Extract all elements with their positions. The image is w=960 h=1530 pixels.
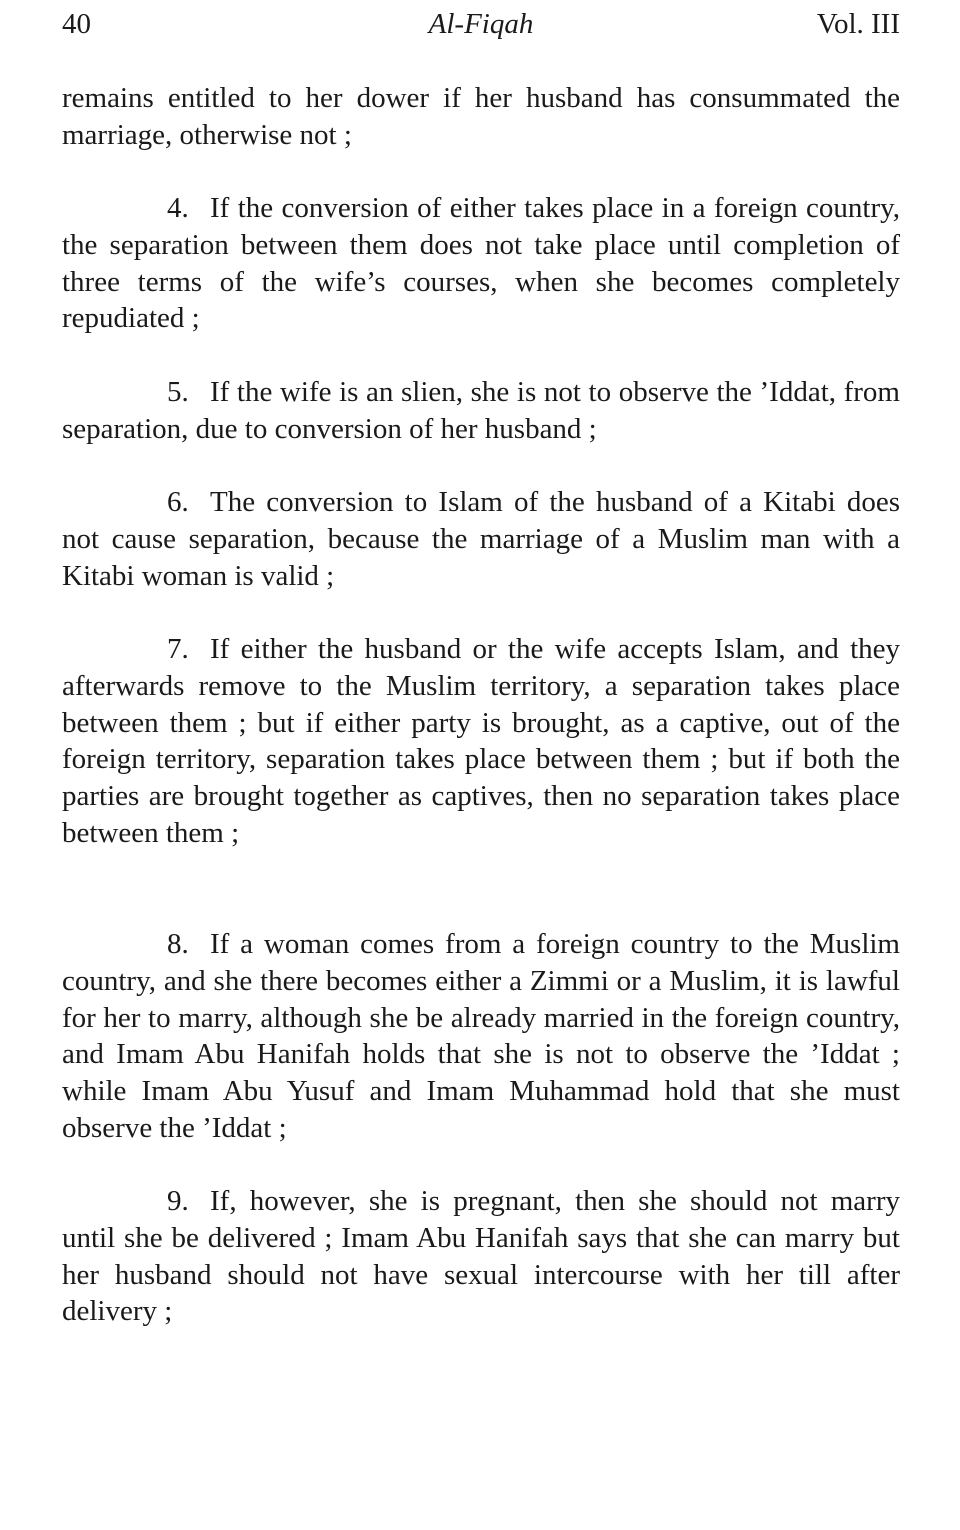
book-title: Al-Fiqah <box>428 8 534 40</box>
paragraph-9 <box>62 1183 900 1330</box>
paragraph-number: 7. <box>167 633 189 665</box>
paragraph-number: 9. <box>167 1185 189 1217</box>
paragraph-number: 5. <box>167 376 189 408</box>
paragraph-text: If either the husband or the wife accepts Islam, and they afterwards remove to the Muslim territory, a separation takes place between them ; but if either party is brought, as a captive, out of the foreign territory, separation takes place between them ; but if both the parties are brought together as captives, then no separation takes place between them ; <box>62 633 900 849</box>
paragraph-6 <box>62 484 900 594</box>
paragraph-number: 6. <box>167 486 189 518</box>
paragraph-text: If the wife is an slien, she is not to observe the ’Iddat, from separation, due to conversion of her husband ; <box>62 376 900 445</box>
paragraph-number: 4. <box>167 192 189 224</box>
paragraph-7 <box>62 631 900 852</box>
volume-label: Vol. III <box>816 8 900 40</box>
running-header <box>62 4 900 44</box>
paragraph-text: If, however, she is pregnant, then she should not marry until she be delivered ; Imam Abu Hanifah says that she can marry but her husband should not have sexual intercourse with her till after delivery ; <box>62 1185 900 1328</box>
paragraph-text: If the conversion of either takes place in a foreign country, the separation between them does not take place until completion of three terms of the wife’s courses, when she becomes completely repudiated ; <box>62 192 900 335</box>
paragraph-8 <box>62 926 900 1147</box>
paragraph-5 <box>62 374 900 448</box>
paragraph-continuation <box>62 80 900 154</box>
paragraph-text: The conversion to Islam of the husband of a Kitabi does not cause separation, because the marriage of a Muslim man with a Kitabi woman is valid ; <box>62 486 900 592</box>
paragraph-4 <box>62 190 900 337</box>
paragraph-number: 8. <box>167 928 189 960</box>
paragraph-text: remains entitled to her dower if her husband has consummated the marriage, otherwise not ; <box>62 82 900 151</box>
page-number: 40 <box>62 8 91 40</box>
paragraph-text: If a woman comes from a foreign country to the Muslim country, and she there becomes either a Zimmi or a Muslim, it is lawful for her to marry, although she be already married in the foreign country, and Imam Abu Hanifah holds that she is not to observe the ’Iddat ; while Imam Abu Yusuf and Imam Muhammad hold that she must observe the ’Iddat ; <box>62 928 900 1144</box>
